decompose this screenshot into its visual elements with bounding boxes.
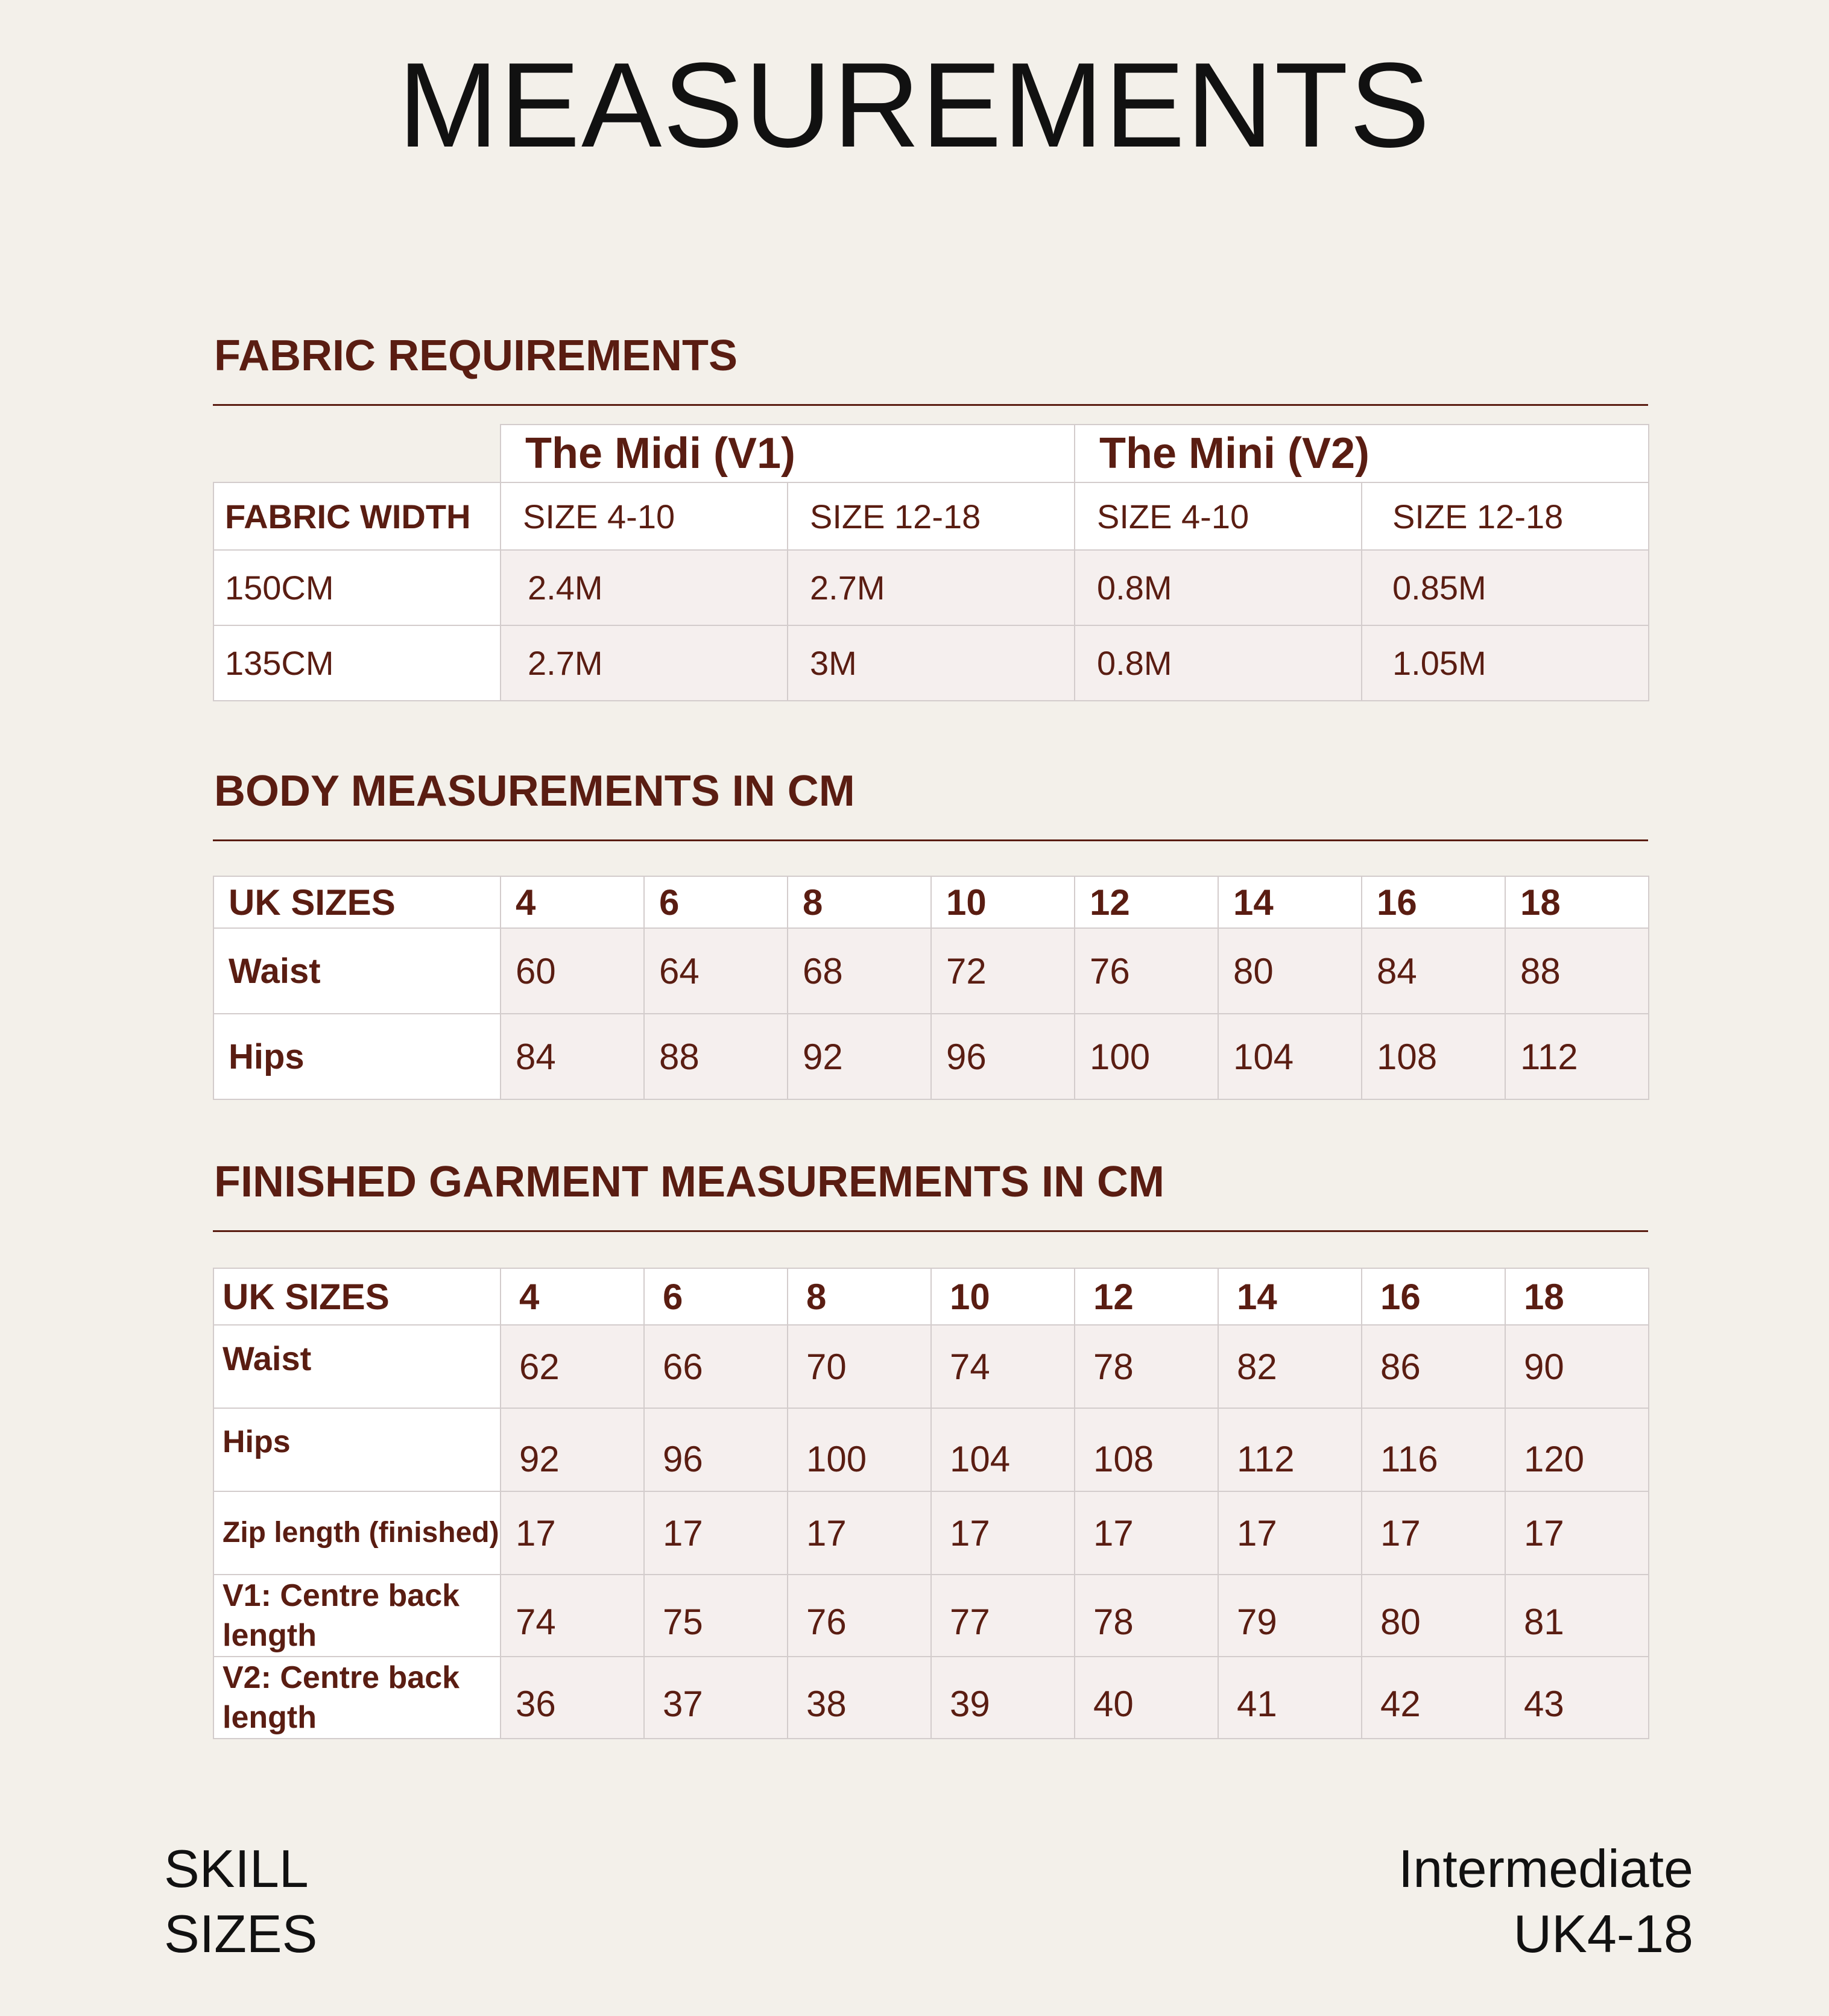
fabric-value: 1.05M xyxy=(1362,625,1649,701)
cell-value: 120 xyxy=(1505,1408,1649,1491)
size-header: SIZE 12-18 xyxy=(788,482,1075,550)
cell-value: 100 xyxy=(788,1408,931,1491)
cell-value: 42 xyxy=(1362,1657,1505,1739)
table-row xyxy=(213,1491,1649,1575)
cell-value: 100 xyxy=(1075,1014,1218,1099)
row-label: V1: Centre back length xyxy=(213,1575,501,1657)
cell-value: 86 xyxy=(1362,1325,1505,1408)
size-header: 12 xyxy=(1075,1268,1218,1325)
uk-sizes-header: UK SIZES xyxy=(213,876,501,928)
size-header: 18 xyxy=(1505,1268,1649,1325)
size-header: SIZE 12-18 xyxy=(1362,482,1649,550)
fabric-value: 2.4M xyxy=(501,550,788,625)
size-header: 8 xyxy=(788,1268,931,1325)
footer-labels xyxy=(164,1836,317,1967)
table-row xyxy=(213,1325,1649,1408)
cell-value: 84 xyxy=(501,1014,644,1099)
cell-value: 81 xyxy=(1505,1575,1649,1657)
size-header: SIZE 4-10 xyxy=(501,482,788,550)
garment-divider xyxy=(213,1230,1648,1232)
cell-value: 84 xyxy=(1362,928,1505,1014)
size-header: 4 xyxy=(501,876,644,928)
table-row xyxy=(213,625,1649,701)
variant-mini: The Mini (V2) xyxy=(1075,425,1649,482)
cell-value: 41 xyxy=(1218,1657,1362,1739)
size-header: 10 xyxy=(931,1268,1075,1325)
table-row xyxy=(213,928,1649,1014)
size-header: 14 xyxy=(1218,876,1362,928)
cell-value: 80 xyxy=(1362,1575,1505,1657)
garment-section xyxy=(213,1152,1648,1735)
cell-value: 62 xyxy=(501,1325,644,1408)
cell-value: 64 xyxy=(644,928,788,1014)
cell-value: 43 xyxy=(1505,1657,1649,1739)
cell-value: 90 xyxy=(1505,1325,1649,1408)
size-header: SIZE 4-10 xyxy=(1075,482,1362,550)
cell-value: 96 xyxy=(931,1014,1075,1099)
cell-value: 17 xyxy=(1075,1491,1218,1575)
cell-value: 17 xyxy=(1218,1491,1362,1575)
variant-midi: The Midi (V1) xyxy=(501,425,1075,482)
skill-label: SKILL xyxy=(164,1839,309,1898)
cell-value: 112 xyxy=(1218,1408,1362,1491)
size-header: 16 xyxy=(1362,876,1505,928)
cell-value: 74 xyxy=(931,1325,1075,1408)
body-section xyxy=(213,761,1648,1077)
cell-value: 96 xyxy=(644,1408,788,1491)
cell-value: 104 xyxy=(1218,1014,1362,1099)
size-header: 14 xyxy=(1218,1268,1362,1325)
footer-values xyxy=(1398,1836,1693,1967)
cell-value: 70 xyxy=(788,1325,931,1408)
garment-section-title: FINISHED GARMENT MEASUREMENTS IN CM xyxy=(214,1158,1165,1206)
size-header: 18 xyxy=(1505,876,1649,928)
fabric-value: 0.8M xyxy=(1075,625,1362,701)
cell-value: 17 xyxy=(1362,1491,1505,1575)
cell-value: 75 xyxy=(644,1575,788,1657)
cell-value: 92 xyxy=(788,1014,931,1099)
fabric-value: 2.7M xyxy=(501,625,788,701)
cell-value: 60 xyxy=(501,928,644,1014)
uk-sizes-header: UK SIZES xyxy=(213,1268,501,1325)
cell-value: 17 xyxy=(501,1491,644,1575)
fabric-value: 0.85M xyxy=(1362,550,1649,625)
row-label: V2: Centre back length xyxy=(213,1657,501,1739)
size-header: 16 xyxy=(1362,1268,1505,1325)
cell-value: 76 xyxy=(788,1575,931,1657)
fabric-value: 3M xyxy=(788,625,1075,701)
fabric-width-header: FABRIC WIDTH xyxy=(213,482,501,550)
cell-value: 108 xyxy=(1075,1408,1218,1491)
body-divider xyxy=(213,839,1648,841)
cell-value: 40 xyxy=(1075,1657,1218,1739)
fabric-corner xyxy=(213,425,501,482)
cell-value: 72 xyxy=(931,928,1075,1014)
cell-value: 74 xyxy=(501,1575,644,1657)
fabric-value: 0.8M xyxy=(1075,550,1362,625)
row-label: Waist xyxy=(213,928,501,1014)
size-header: 6 xyxy=(644,876,788,928)
cell-value: 17 xyxy=(1505,1491,1649,1575)
cell-value: 78 xyxy=(1075,1325,1218,1408)
cell-value: 79 xyxy=(1218,1575,1362,1657)
row-label: Zip length (finished) xyxy=(213,1491,501,1575)
cell-value: 104 xyxy=(931,1408,1075,1491)
fabric-table xyxy=(213,424,1649,701)
garment-table xyxy=(213,1268,1649,1739)
cell-value: 78 xyxy=(1075,1575,1218,1657)
size-header: 12 xyxy=(1075,876,1218,928)
body-table xyxy=(213,876,1649,1100)
cell-value: 17 xyxy=(644,1491,788,1575)
cell-value: 82 xyxy=(1218,1325,1362,1408)
sizes-value: UK4-18 xyxy=(1513,1904,1693,1964)
row-label: Hips xyxy=(213,1014,501,1099)
fabric-divider xyxy=(213,404,1648,406)
cell-value: 116 xyxy=(1362,1408,1505,1491)
fabric-section xyxy=(213,326,1648,682)
cell-value: 88 xyxy=(644,1014,788,1099)
cell-value: 17 xyxy=(931,1491,1075,1575)
cell-value: 39 xyxy=(931,1657,1075,1739)
cell-value: 80 xyxy=(1218,928,1362,1014)
size-header: 4 xyxy=(501,1268,644,1325)
row-label: Waist xyxy=(213,1325,501,1408)
size-header: 8 xyxy=(788,876,931,928)
cell-value: 76 xyxy=(1075,928,1218,1014)
table-row xyxy=(213,1014,1649,1099)
cell-value: 37 xyxy=(644,1657,788,1739)
fabric-section-title: FABRIC REQUIREMENTS xyxy=(214,332,738,380)
table-row xyxy=(213,550,1649,625)
cell-value: 66 xyxy=(644,1325,788,1408)
cell-value: 112 xyxy=(1505,1014,1649,1099)
table-row xyxy=(213,1657,1649,1739)
table-row xyxy=(213,1408,1649,1491)
size-header: 10 xyxy=(931,876,1075,928)
cell-value: 17 xyxy=(788,1491,931,1575)
cell-value: 36 xyxy=(501,1657,644,1739)
cell-value: 108 xyxy=(1362,1014,1505,1099)
fabric-width-cell: 150CM xyxy=(213,550,501,625)
skill-value: Intermediate xyxy=(1398,1839,1693,1898)
cell-value: 38 xyxy=(788,1657,931,1739)
cell-value: 68 xyxy=(788,928,931,1014)
body-section-title: BODY MEASUREMENTS IN CM xyxy=(214,767,855,815)
fabric-width-cell: 135CM xyxy=(213,625,501,701)
cell-value: 88 xyxy=(1505,928,1649,1014)
size-header: 6 xyxy=(644,1268,788,1325)
row-label: Hips xyxy=(213,1408,501,1491)
sizes-label: SIZES xyxy=(164,1904,318,1964)
cell-value: 77 xyxy=(931,1575,1075,1657)
fabric-value: 2.7M xyxy=(788,550,1075,625)
cell-value: 92 xyxy=(501,1408,644,1491)
table-row xyxy=(213,1575,1649,1657)
page-title: MEASUREMENTS xyxy=(397,38,1432,172)
